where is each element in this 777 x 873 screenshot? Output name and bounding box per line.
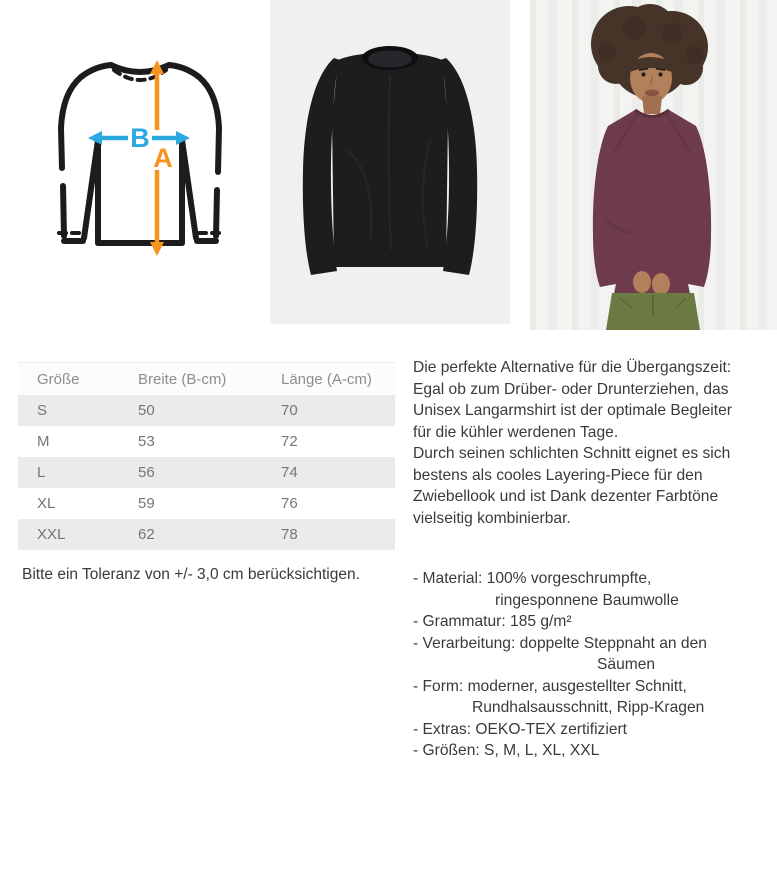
shirt-outline — [61, 65, 219, 243]
breite-cell: 62 — [137, 519, 280, 550]
size-cell: L — [18, 457, 137, 488]
breite-cell: 50 — [137, 395, 280, 426]
table-row — [18, 457, 395, 488]
table-row — [18, 395, 395, 426]
product-photo-model — [530, 0, 777, 330]
size-diagram-image — [50, 50, 230, 262]
detail-line-verarbeitung: - Verarbeitung: doppelte Steppnaht an den — [413, 634, 707, 652]
detail-line-material-cont: ringesponnene Baumwolle — [495, 591, 679, 609]
detail-line-grammatur: - Grammatur: 185 g/m² — [413, 613, 572, 630]
laenge-cell: 74 — [280, 457, 395, 488]
size-cell: M — [37, 433, 50, 450]
size-cell: XXL — [18, 519, 137, 550]
breite-cell: 56 — [137, 457, 280, 488]
col-header-groesse: Größe — [18, 363, 137, 396]
description-line: vielseitig kombinierbar. — [413, 509, 571, 527]
detail-line-groessen: - Größen: S, M, L, XL, XXL — [413, 742, 600, 759]
tolerance-note: Bitte ein Toleranz von +/- 3,0 cm berücksichtigen. — [22, 566, 360, 583]
description-line: bestens als cooles Layering-Piece für den — [413, 466, 703, 484]
laenge-cell: 78 — [280, 519, 395, 550]
laenge-cell: 76 — [281, 495, 298, 512]
model-graphic — [530, 0, 777, 330]
detail-line-material: - Material: 100% vorgeschrumpfte, — [413, 570, 652, 587]
size-cell: XL — [37, 495, 56, 512]
col-header-breite: Breite (B-cm) — [137, 363, 280, 396]
collar-inner — [368, 51, 412, 68]
description-line: Zwiebellook und ist Dank dezenter Farbtöne — [413, 488, 719, 505]
product-details-list — [413, 568, 777, 762]
detail-line-form-cont: Rundhalsausschnitt, Ripp-Kragen — [472, 699, 705, 716]
breite-cell: 59 — [138, 495, 155, 512]
product-description — [413, 357, 777, 529]
col-header-laenge: Länge (A-cm) — [280, 363, 395, 396]
detail-line-extras: - Extras: OEKO-TEX zertifiziert — [413, 720, 628, 738]
breite-cell: 53 — [138, 433, 155, 450]
model-shirt — [593, 110, 711, 294]
detail-line-form: - Form: moderner, ausgestellter Schnitt, — [413, 677, 687, 695]
table-row — [18, 488, 395, 519]
size-cell: S — [18, 395, 137, 426]
width-label: B — [130, 123, 150, 153]
description-line: Die perfekte Alternative für die Übergangszeit: — [413, 359, 732, 376]
size-table-header-row — [18, 363, 395, 396]
longsleeve-outline-drawing — [50, 50, 230, 262]
product-info-column — [413, 357, 777, 762]
table-row — [18, 426, 395, 457]
size-table — [18, 362, 395, 550]
black-longsleeve-graphic — [270, 0, 510, 324]
detail-line-verarbeitung-cont: Säumen — [597, 656, 656, 673]
laenge-cell: 72 — [281, 433, 298, 450]
table-row — [18, 519, 395, 550]
description-line: Egal ob zum Drüber- oder Drunterziehen, das — [413, 380, 729, 398]
product-photo-flat — [270, 0, 510, 324]
model-pants — [606, 293, 700, 330]
description-line: Durch seinen schlichten Schnitt eignet es sich — [413, 445, 731, 462]
description-line: Unisex Langarmshirt ist der optimale Begleiter — [413, 402, 732, 419]
model-neck — [642, 96, 662, 114]
laenge-cell: 70 — [280, 395, 395, 426]
description-line: für die kühler werdenen Tage. — [413, 423, 619, 441]
length-label: A — [153, 143, 173, 173]
